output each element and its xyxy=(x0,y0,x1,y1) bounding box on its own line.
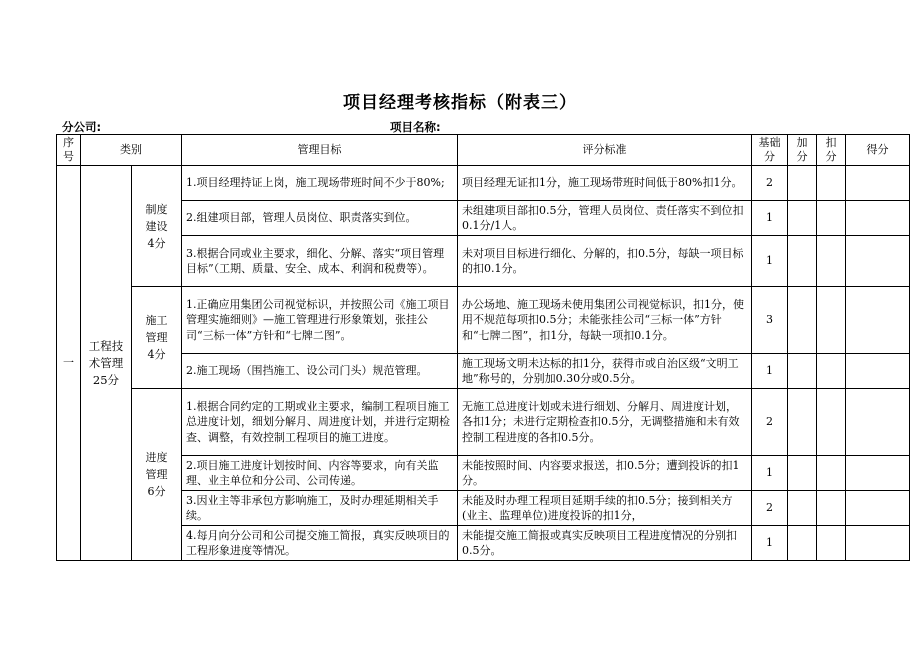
header-base: 基础分 xyxy=(752,135,788,166)
table-row xyxy=(57,526,910,561)
header-score: 得分 xyxy=(846,135,910,166)
standard-cell: 办公场地、施工现场未使用集团公司视觉标识，扣1分，使用不规范每项扣0.5分；未能张挂公司“三标一体”方针和“七牌二图”，扣1分，每缺一项扣0.1分。 xyxy=(458,287,752,354)
table-row xyxy=(57,491,910,526)
goal-cell: 2.项目施工进度计划按时间、内容等要求，向有关监理、业主单位和分公司、公司传递。 xyxy=(182,456,458,491)
standard-cell: 未能提交施工简报或真实反映项目工程进度情况的分别扣0.5分。 xyxy=(458,526,752,561)
base-score-cell: 1 xyxy=(752,201,788,236)
section-category: 工程技术管理25分 xyxy=(81,166,132,561)
goal-cell: 3.根据合同或业主要求，细化、分解、落实“项目管理目标”（工期、质量、安全、成本、利润和税费等）。 xyxy=(182,236,458,287)
table-row xyxy=(57,236,910,287)
add-score-cell xyxy=(788,456,817,491)
goal-cell: 2.施工现场（围挡施工、设公司门头）规范管理。 xyxy=(182,354,458,389)
standard-cell: 施工现场文明未达标的扣1分，获得市或自治区级“文明工地”称号的，分别加0.30分或0.5分。 xyxy=(458,354,752,389)
header-row xyxy=(57,135,910,166)
table-row xyxy=(57,166,910,201)
goal-cell: 1.根据合同约定的工期或业主要求，编制工程项目施工总进度计划，细划分解月、周进度计划，并进行定期检查、调整，有效控制工程项目的施工进度。 xyxy=(182,389,458,456)
goal-cell: 3.因业主等非承包方影响施工，及时办理延期相关手续。 xyxy=(182,491,458,526)
deduct-score-cell xyxy=(817,526,846,561)
base-score-cell: 2 xyxy=(752,166,788,201)
final-score-cell xyxy=(846,236,910,287)
header-standard: 评分标准 xyxy=(458,135,752,166)
final-score-cell xyxy=(846,389,910,456)
base-score-cell: 1 xyxy=(752,526,788,561)
final-score-cell xyxy=(846,201,910,236)
add-score-cell xyxy=(788,354,817,389)
final-score-cell xyxy=(846,491,910,526)
deduct-score-cell xyxy=(817,236,846,287)
goal-cell: 1.项目经理持证上岗，施工现场带班时间不少于80%; xyxy=(182,166,458,201)
deduct-score-cell xyxy=(817,287,846,354)
deduct-score-cell xyxy=(817,354,846,389)
add-score-cell xyxy=(788,526,817,561)
header-seq: 序号 xyxy=(57,135,81,166)
final-score-cell xyxy=(846,526,910,561)
group-name: 制度建设4分 xyxy=(132,166,182,287)
standard-cell: 未对项目目标进行细化、分解的，扣0.5分，每缺一项目标的扣0.1分。 xyxy=(458,236,752,287)
base-score-cell: 2 xyxy=(752,389,788,456)
header-deduct: 扣分 xyxy=(817,135,846,166)
deduct-score-cell xyxy=(817,166,846,201)
group-name: 进度管理6分 xyxy=(132,389,182,561)
goal-cell: 4.每月向分公司和公司提交施工简报，真实反映项目的工程形象进度等情况。 xyxy=(182,526,458,561)
final-score-cell xyxy=(846,456,910,491)
header-goal: 管理目标 xyxy=(182,135,458,166)
assessment-table xyxy=(56,134,910,561)
section-seq: 一 xyxy=(57,166,81,561)
goal-cell: 2.组建项目部，管理人员岗位、职责落实到位。 xyxy=(182,201,458,236)
deduct-score-cell xyxy=(817,491,846,526)
base-score-cell: 1 xyxy=(752,236,788,287)
standard-cell: 项目经理无证扣1分，施工现场带班时间低于80%扣1分。 xyxy=(458,166,752,201)
base-score-cell: 3 xyxy=(752,287,788,354)
page-title: 项目经理考核指标（附表三） xyxy=(343,93,577,113)
standard-cell: 未能按照时间、内容要求报送，扣0.5分；遭到投诉的扣1分。 xyxy=(458,456,752,491)
header-category: 类别 xyxy=(81,135,182,166)
add-score-cell xyxy=(788,166,817,201)
base-score-cell: 2 xyxy=(752,491,788,526)
add-score-cell xyxy=(788,287,817,354)
header-add: 加分 xyxy=(788,135,817,166)
add-score-cell xyxy=(788,201,817,236)
table-row xyxy=(57,389,910,456)
goal-cell: 1.正确应用集团公司视觉标识，并按照公司《施工项目管理实施细则》—施工管理进行形象策划，张挂公司“三标一体”方针和“七牌二图”。 xyxy=(182,287,458,354)
deduct-score-cell xyxy=(817,201,846,236)
standard-cell: 未组建项目部扣0.5分，管理人员岗位、责任落实不到位扣0.1分/1人。 xyxy=(458,201,752,236)
project-name-label: 项目名称: xyxy=(390,120,441,134)
deduct-score-cell xyxy=(817,456,846,491)
table-row xyxy=(57,354,910,389)
standard-cell: 无施工总进度计划或未进行细划、分解月、周进度计划，各扣1分；未进行定期检查扣0.5分，无调整措施和未有效控制工程进度的各扣0.5分。 xyxy=(458,389,752,456)
branch-label: 分公司: xyxy=(62,120,102,134)
final-score-cell xyxy=(846,354,910,389)
table-row xyxy=(57,287,910,354)
add-score-cell xyxy=(788,389,817,456)
table-row xyxy=(57,201,910,236)
add-score-cell xyxy=(788,236,817,287)
standard-cell: 未能及时办理工程项目延期手续的扣0.5分；接到相关方(业主、监理单位)进度投诉的扣1分， xyxy=(458,491,752,526)
final-score-cell xyxy=(846,287,910,354)
table-row xyxy=(57,456,910,491)
base-score-cell: 1 xyxy=(752,456,788,491)
group-name: 施工管理4分 xyxy=(132,287,182,389)
deduct-score-cell xyxy=(817,389,846,456)
add-score-cell xyxy=(788,491,817,526)
base-score-cell: 1 xyxy=(752,354,788,389)
final-score-cell xyxy=(846,166,910,201)
